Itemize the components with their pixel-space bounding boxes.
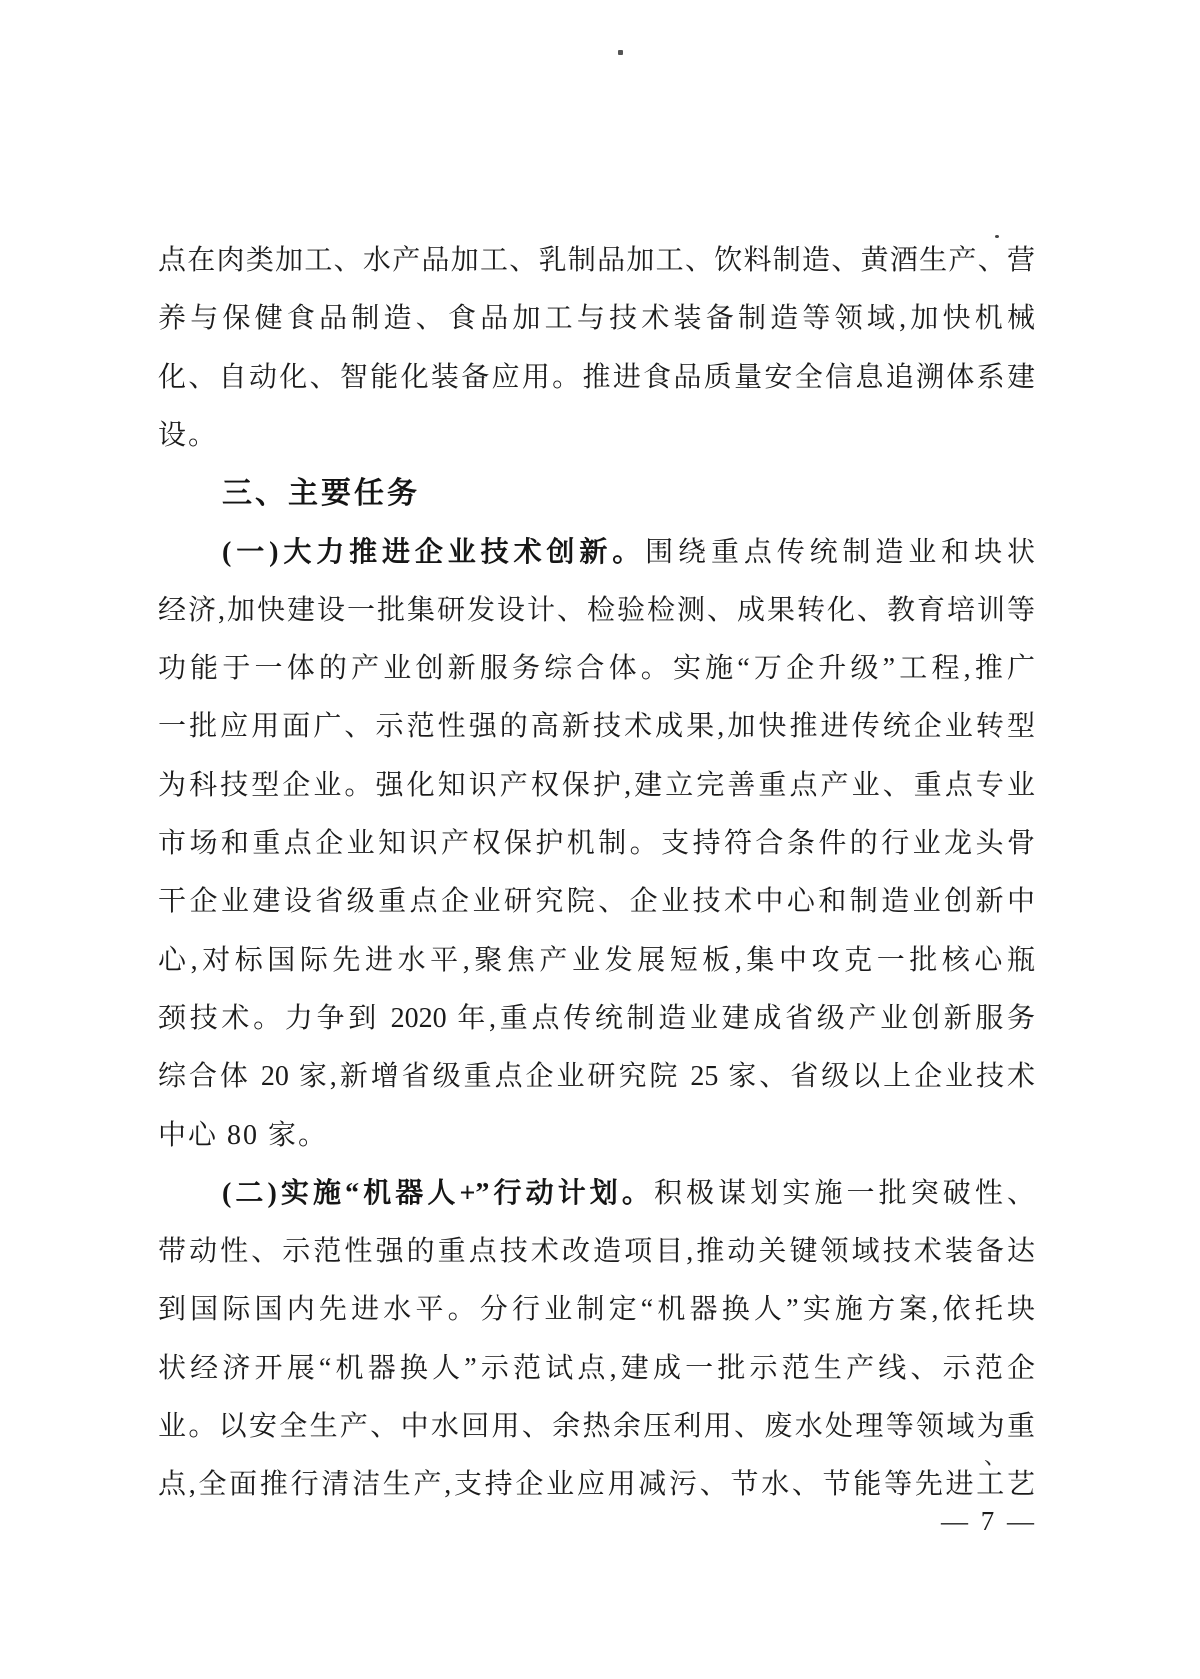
text-line: 点在肉类加工、水产品加工、乳制品加工、饮料制造、黄酒生产、营 bbox=[158, 245, 1035, 276]
text-line: 业。以安全生产、中水回用、余热余压利用、废水处理等领域为重 bbox=[158, 1411, 1035, 1442]
text-line: 颈技术。力争到 2020 年,重点传统制造业建成省级产业创新服务 bbox=[158, 1002, 1035, 1034]
text-line: 中心 80 家。 bbox=[158, 1119, 329, 1151]
text-line: 点,全面推行清洁生产,支持企业应用减污、节水、节能等先进工艺 bbox=[158, 1469, 1035, 1501]
scan-artifact-stray-mark: 、 bbox=[984, 1444, 1007, 1469]
page-number: — 7 — bbox=[941, 1506, 1037, 1536]
text-line: 到国际国内先进水平。分行业制定“机器换人”实施方案,依托块 bbox=[158, 1294, 1035, 1326]
text-line: 心,对标国际先进水平,聚焦产业发展短板,集中攻克一批核心瓶 bbox=[158, 944, 1035, 976]
text-line: 干企业建设省级重点企业研究院、企业技术中心和制造业创新中 bbox=[158, 886, 1035, 918]
scan-artifact-dot bbox=[995, 235, 999, 238]
text-line: 功能于一体的产业创新服务综合体。实施“万企升级”工程,推广 bbox=[158, 653, 1035, 685]
text-line: 带动性、示范性强的重点技术改造项目,推动关键领域技术装备达 bbox=[158, 1236, 1035, 1268]
text-line: 养与保健食品制造、食品加工与技术装备制造等领域,加快机械 bbox=[158, 303, 1035, 335]
text-line: 综合体 20 家,新增省级重点企业研究院 25 家、省级以上企业技术 bbox=[158, 1061, 1035, 1093]
text-line: 市场和重点企业知识产权保护机制。支持符合条件的行业龙头骨 bbox=[158, 828, 1035, 859]
text-line: 经济,加快建设一批集研发设计、检验检测、成果转化、教育培训等 bbox=[158, 594, 1035, 626]
text-line: 设。 bbox=[158, 419, 219, 451]
text-line: 一批应用面广、示范性强的高新技术成果,加快推进传统企业转型 bbox=[158, 711, 1035, 743]
paragraph-lead: (一)大力推进企业技术创新。 bbox=[222, 536, 646, 568]
scan-artifact-dot bbox=[618, 50, 623, 55]
text-line: 状经济开展“机器换人”示范试点,建成一批示范生产线、示范企 bbox=[158, 1352, 1035, 1384]
section-heading: 三、主要任务 bbox=[222, 477, 420, 511]
text-line: 为科技型企业。强化知识产权保护,建立完善重点产业、重点专业 bbox=[158, 769, 1035, 801]
text-line: (二)实施“机器人+”行动计划。积极谋划实施一批突破性、 bbox=[222, 1177, 1035, 1209]
paragraph-lead: (二)实施“机器人+”行动计划。 bbox=[222, 1177, 654, 1209]
text-line: (一)大力推进企业技术创新。围绕重点传统制造业和块状 bbox=[222, 536, 1035, 568]
text-line: 化、自动化、智能化装备应用。推进食品质量安全信息追溯体系建 bbox=[158, 361, 1035, 393]
